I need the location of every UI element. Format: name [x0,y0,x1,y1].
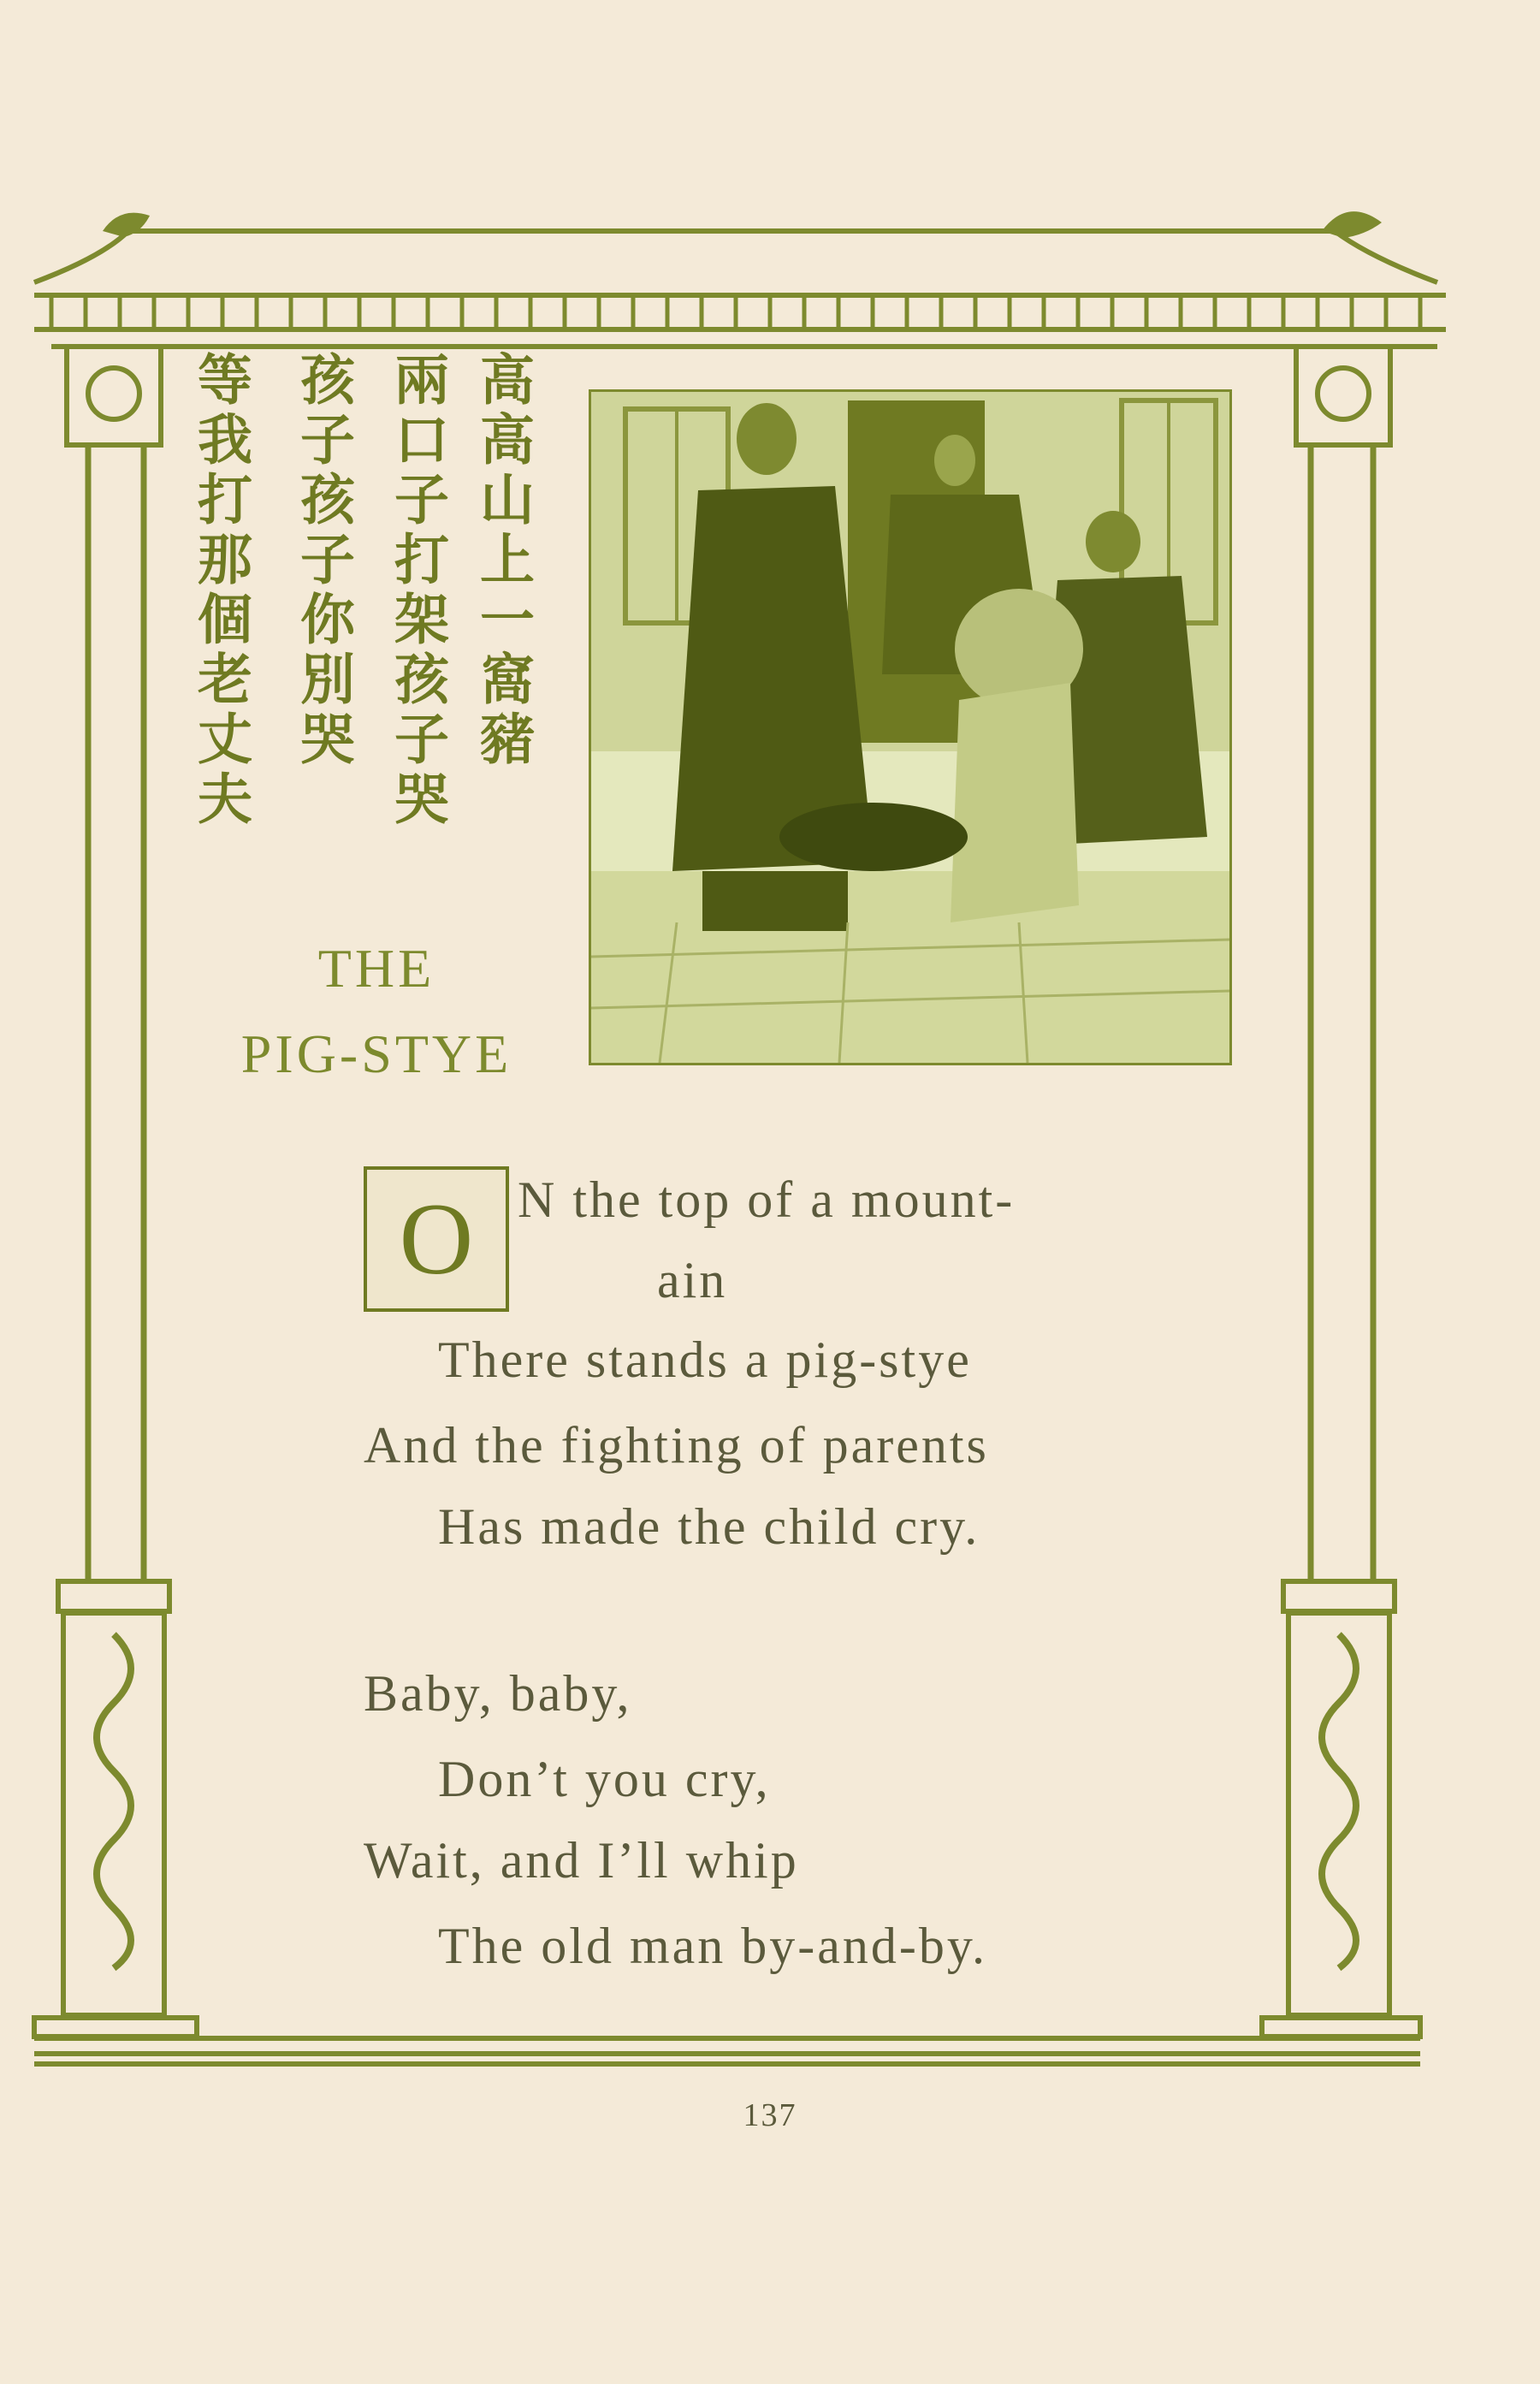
poem-line: N the top of a mount- [518,1171,1016,1228]
photograph [589,389,1232,1065]
poem-line: And the fighting of parents [364,1417,989,1474]
poem-line: Don’t you cry, [438,1751,771,1807]
poem-line: Wait, and I’ll whip [364,1832,799,1889]
title-line-1: THE [317,938,435,999]
chinese-column-3: 孩子孩子你別哭 [291,351,354,770]
chinese-column-4: 等我打那個老丈夫 [188,351,252,830]
poem-line: Has made the child cry. [438,1498,980,1555]
poem-line: There stands a pig-stye [438,1331,972,1388]
title-line-2: PIG-STYE [240,1023,512,1084]
poem-line: Baby, baby, [364,1665,632,1722]
chinese-column-1: 高高山上一窩豬 [471,351,534,770]
page-number: 137 [743,2097,797,2133]
drop-cap: O [364,1166,509,1312]
chinese-column-2: 兩口子打架孩子哭 [385,351,448,830]
poem-line: ain [657,1252,728,1308]
poem-line: The old man by-and-by. [438,1918,987,1974]
